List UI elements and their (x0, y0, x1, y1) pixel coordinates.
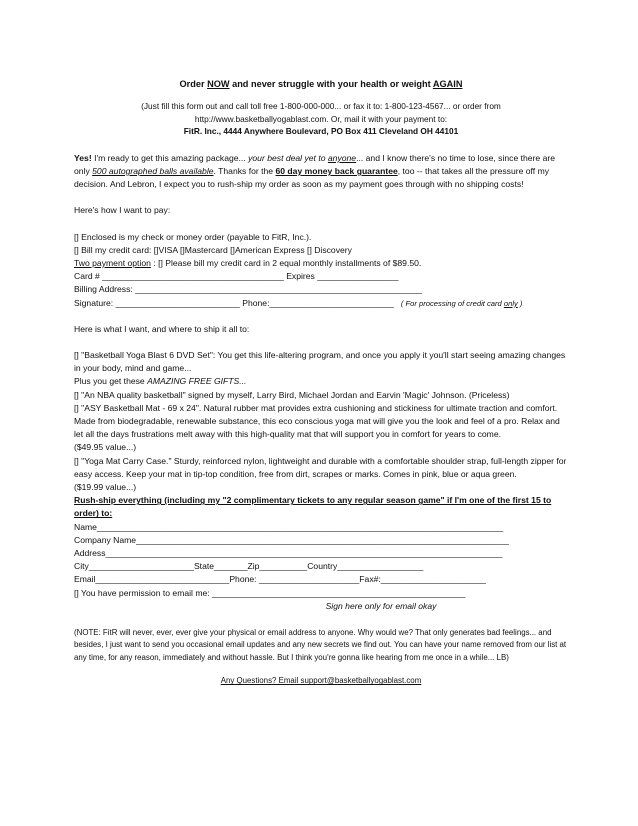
company-name-field[interactable]: Company Name______________________________________________________________________________ (74, 534, 509, 545)
intro-line-1: (Just fill this form out and call toll free 1-800-000-000... or fax it to: 1-800-123-4567... or order from (141, 101, 501, 111)
payment-two-installments[interactable]: Two payment option : [] Please bill my credit card in 2 equal monthly installments of $89.50. (74, 258, 422, 268)
rush-ship-heading: Rush-ship everything (including my "2 complimentary tickets to any regular season game" if I'm one of the first 15 to order) to: (74, 495, 552, 519)
free-gifts-line: Plus you get these AMAZING FREE GIFTS... (74, 376, 247, 387)
name-field[interactable]: Name_____________________________________________________________________________________ (74, 521, 504, 532)
item-mat-carry-case[interactable]: [] "Yoga Mat Carry Case." Sturdy, reinforced nylon, lightweight and durable with a comfortable shoulder strap, full-length zipper for easy access. Keep your mat in tip-top condition, free from dirt, scrapes or marks. Comes in pink, blue or aqua green. (74, 455, 567, 479)
title-again: AGAIN (432, 79, 463, 89)
mailing-address: FitR. Inc., 4444 Anywhere Boulevard, PO Box 411 Cleveland OH 44101 (183, 126, 459, 137)
intro-line-2: http://www.basketballyogablast.com. Or, mail it with your payment to: (194, 113, 448, 124)
email-signature-note: Sign here only for email okay (325, 600, 437, 611)
email-phone-fax-field[interactable]: Email____________________________Phone: _____________________Fax#:______________________ (74, 574, 486, 585)
intro-instructions (74, 100, 568, 138)
title-now: NOW (207, 79, 230, 89)
item-nba-basketball[interactable]: [] "An NBA quality basketball" signed by myself, Larry Bird, Michael Jordan and Earvin 'Magic' Johnson. (Priceless) (74, 389, 510, 400)
card-processing-note: ( For processing of credit card only ) (400, 298, 523, 308)
card-number-field[interactable]: Card # ______________________________________ Expires _________________ (74, 271, 399, 282)
item-dvd-set[interactable]: [] "Basketball Yoga Blast 6 DVD Set": You get this life-altering program, and once you apply it you'll start seeing amazing changes in your body, mind and game... (74, 350, 566, 374)
item-basketball-mat[interactable]: [] "ASY Basketball Mat - 69 x 24". Natural rubber mat provides extra cushioning and stickiness for ultimate traction and comfort. Made from biodegradable, renewable substance, this eco conscious yoga mat will give you the look and feel of a pro. Relax and let all the days frustrations melt away with this high-quality mat that will support you in comfort for years to come. (74, 402, 560, 440)
shipping-heading: Here is what I want, and where to ship it all to: (74, 323, 250, 334)
mat-value: ($49.95 value...) (74, 442, 137, 453)
signature-phone-field[interactable]: Signature: __________________________ Phone:__________________________ ( For processing of credit card only ) (74, 297, 523, 308)
contact-footer: Any Questions? Email support@basketballyogablast.com (220, 676, 422, 686)
order-form (74, 78, 568, 688)
payment-card-option[interactable]: [] Bill my credit card: []VISA []Mastercard []American Express [] Discovery (74, 244, 352, 255)
payment-check-option[interactable]: [] Enclosed is my check or money order (payable to FitR, Inc.). (74, 231, 312, 242)
payment-heading: Here's how I want to pay: (74, 205, 171, 216)
support-email-link[interactable]: support@basketballyogablast.com (300, 676, 422, 686)
privacy-note: (NOTE: FitR will never, ever, ever give your physical or email address to anyone. Why would we? That only generates bad feelings... and besides, I just want to send you occasional email updates and any new secrets we find out. You can have your name removed from our list at any time, for any reason, immediately and without hassle. But I think you're gonna like hearing from me once in a while... LB) (74, 628, 567, 662)
city-state-zip-field[interactable]: City______________________State_______Zip__________Country__________________ (74, 561, 424, 572)
address-field[interactable]: Address___________________________________________________________________________________ (74, 548, 503, 559)
email-permission-field[interactable]: [] You have permission to email me: _____________________________________________________ (74, 587, 466, 598)
case-value: ($19.99 value...) (74, 482, 137, 493)
yes-paragraph: Yes! I'm ready to get this amazing package... your best deal yet to anyone... and I know there's no time to lose, since there are only 500 autographed balls available. Thanks for the 60 day money back guarantee, too -- that takes all the pressure off my decision. And Lebron, I expect you to rush-ship my order as soon as my payment goes through with no shipping costs! (74, 152, 556, 190)
page-title: Order NOW and never struggle with your health or weight AGAIN (179, 79, 463, 89)
billing-address-field[interactable]: Billing Address: ____________________________________________________________ (74, 284, 422, 295)
